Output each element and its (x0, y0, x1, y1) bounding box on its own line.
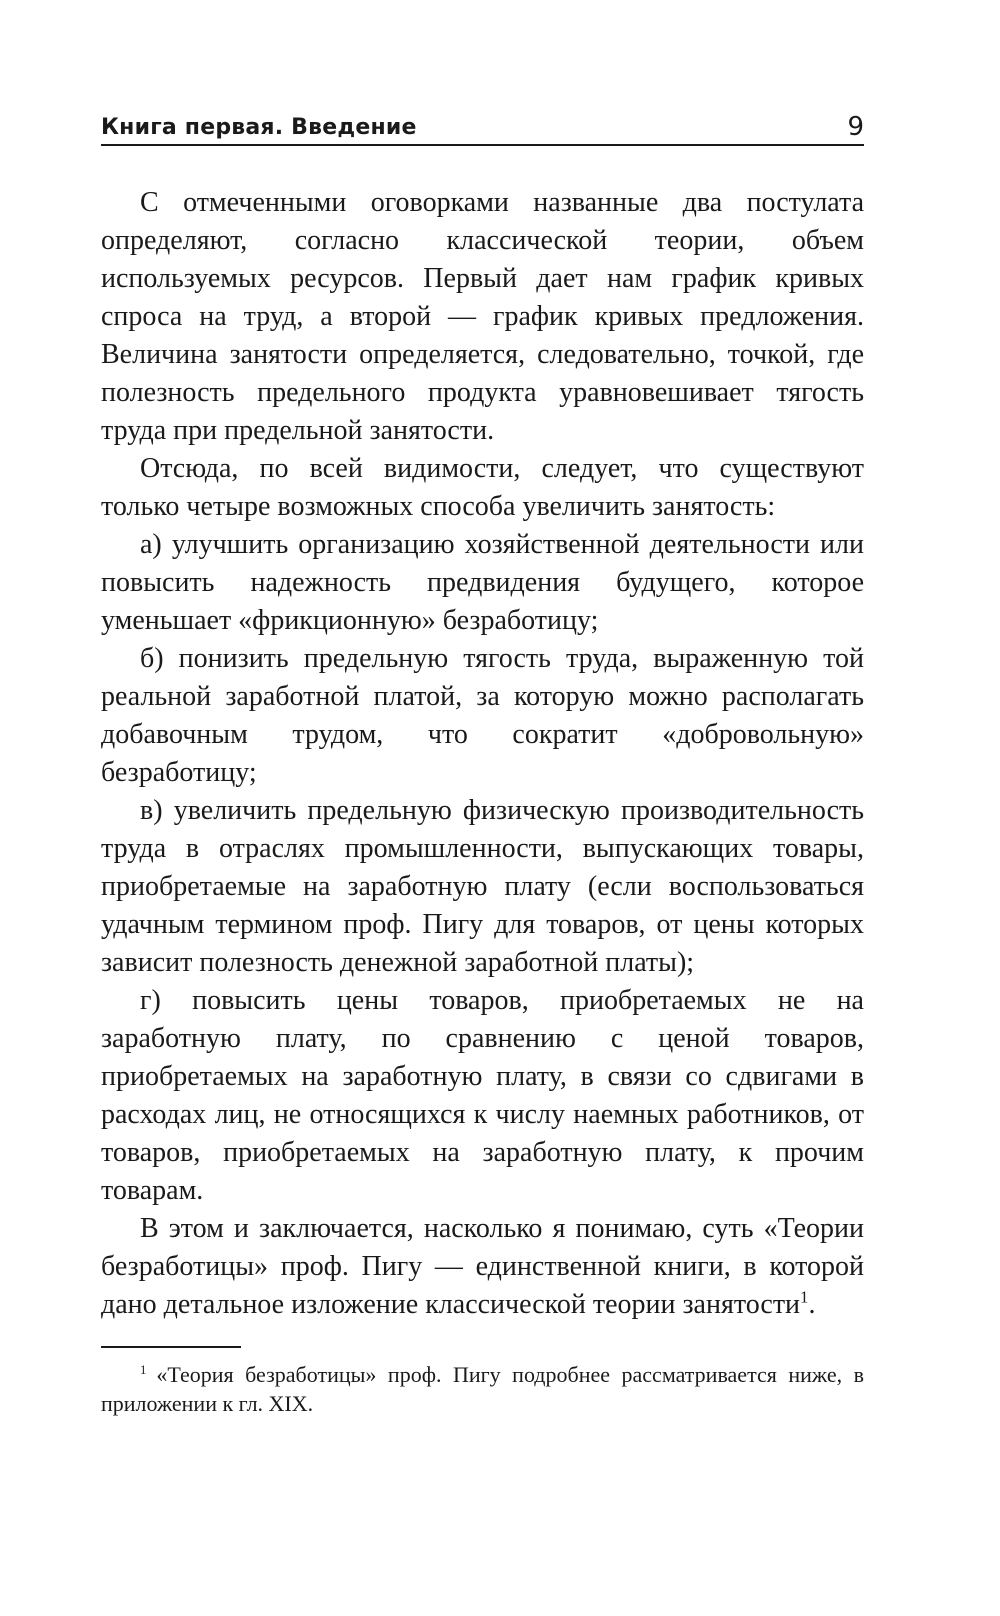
footnote-reference[interactable]: 1 (800, 1287, 809, 1307)
paragraph-final-text: В этом и заключается, насколько я понимаю, суть «Теории безработицы» проф. Пигу — единственной книги, в которой дано детальное изложение классической теории занятости (101, 1213, 864, 1320)
paragraph: Отсюда, по всей видимости, следует, что существуют только четыре возможных способа увеличить занятость: (101, 453, 864, 522)
footnote-text: «Теория безработицы» проф. Пигу подробнее рассматривается ниже, в приложении к гл. XIX. (101, 1362, 864, 1416)
page-number: 9 (847, 112, 864, 142)
list-item-a: а) улучшить организацию хозяйственной деятельности или повысить надежность предвидения будущего, которое уменьшает «фрикционную» безработицу; (101, 529, 864, 636)
paragraph-final (101, 1210, 864, 1324)
body-text (101, 184, 864, 1324)
list-item-v: в) увеличить предельную физическую производительность труда в отраслях промышленности, выпускающих товары, приобретаемые на заработную плату (если воспользоваться удачным термином проф. Пигу для товаров, от цены которых зависит полезность денежной заработной платы); (101, 795, 864, 978)
running-head (101, 108, 864, 146)
footnote (101, 1360, 864, 1418)
paragraph: С отмеченными оговорками названные два постулата определяют, согласно классической теории, объем используемых ресурсов. Первый дает нам график кривых спроса на труд, а второй — график кривых предложения. Величина занятости определяется, следовательно, точкой, где полезность предельного продукта уравновешивает тягость труда при предельной занятости. (101, 187, 864, 446)
list-item-g: г) повысить цены товаров, приобретаемых не на заработную плату, по сравнению с ценой товаров, приобретаемых на заработную плату, в связи со сдвигами в расходах лиц, не относящихся к числу наемных работников, от товаров, приобретаемых на заработную плату, к прочим товарам. (101, 985, 864, 1206)
footnote-divider (101, 1346, 241, 1348)
footnote-marker: 1 (140, 1362, 147, 1377)
book-page (101, 108, 864, 1418)
list-item-b: б) понизить предельную тягость труда, выраженную той реальной заработной платой, за которую можно располагать добавочным трудом, что сократит «добровольную» безработицу; (101, 643, 864, 788)
paragraph-final-end: . (808, 1289, 816, 1320)
running-title: Книга первая. Введение (101, 115, 417, 140)
